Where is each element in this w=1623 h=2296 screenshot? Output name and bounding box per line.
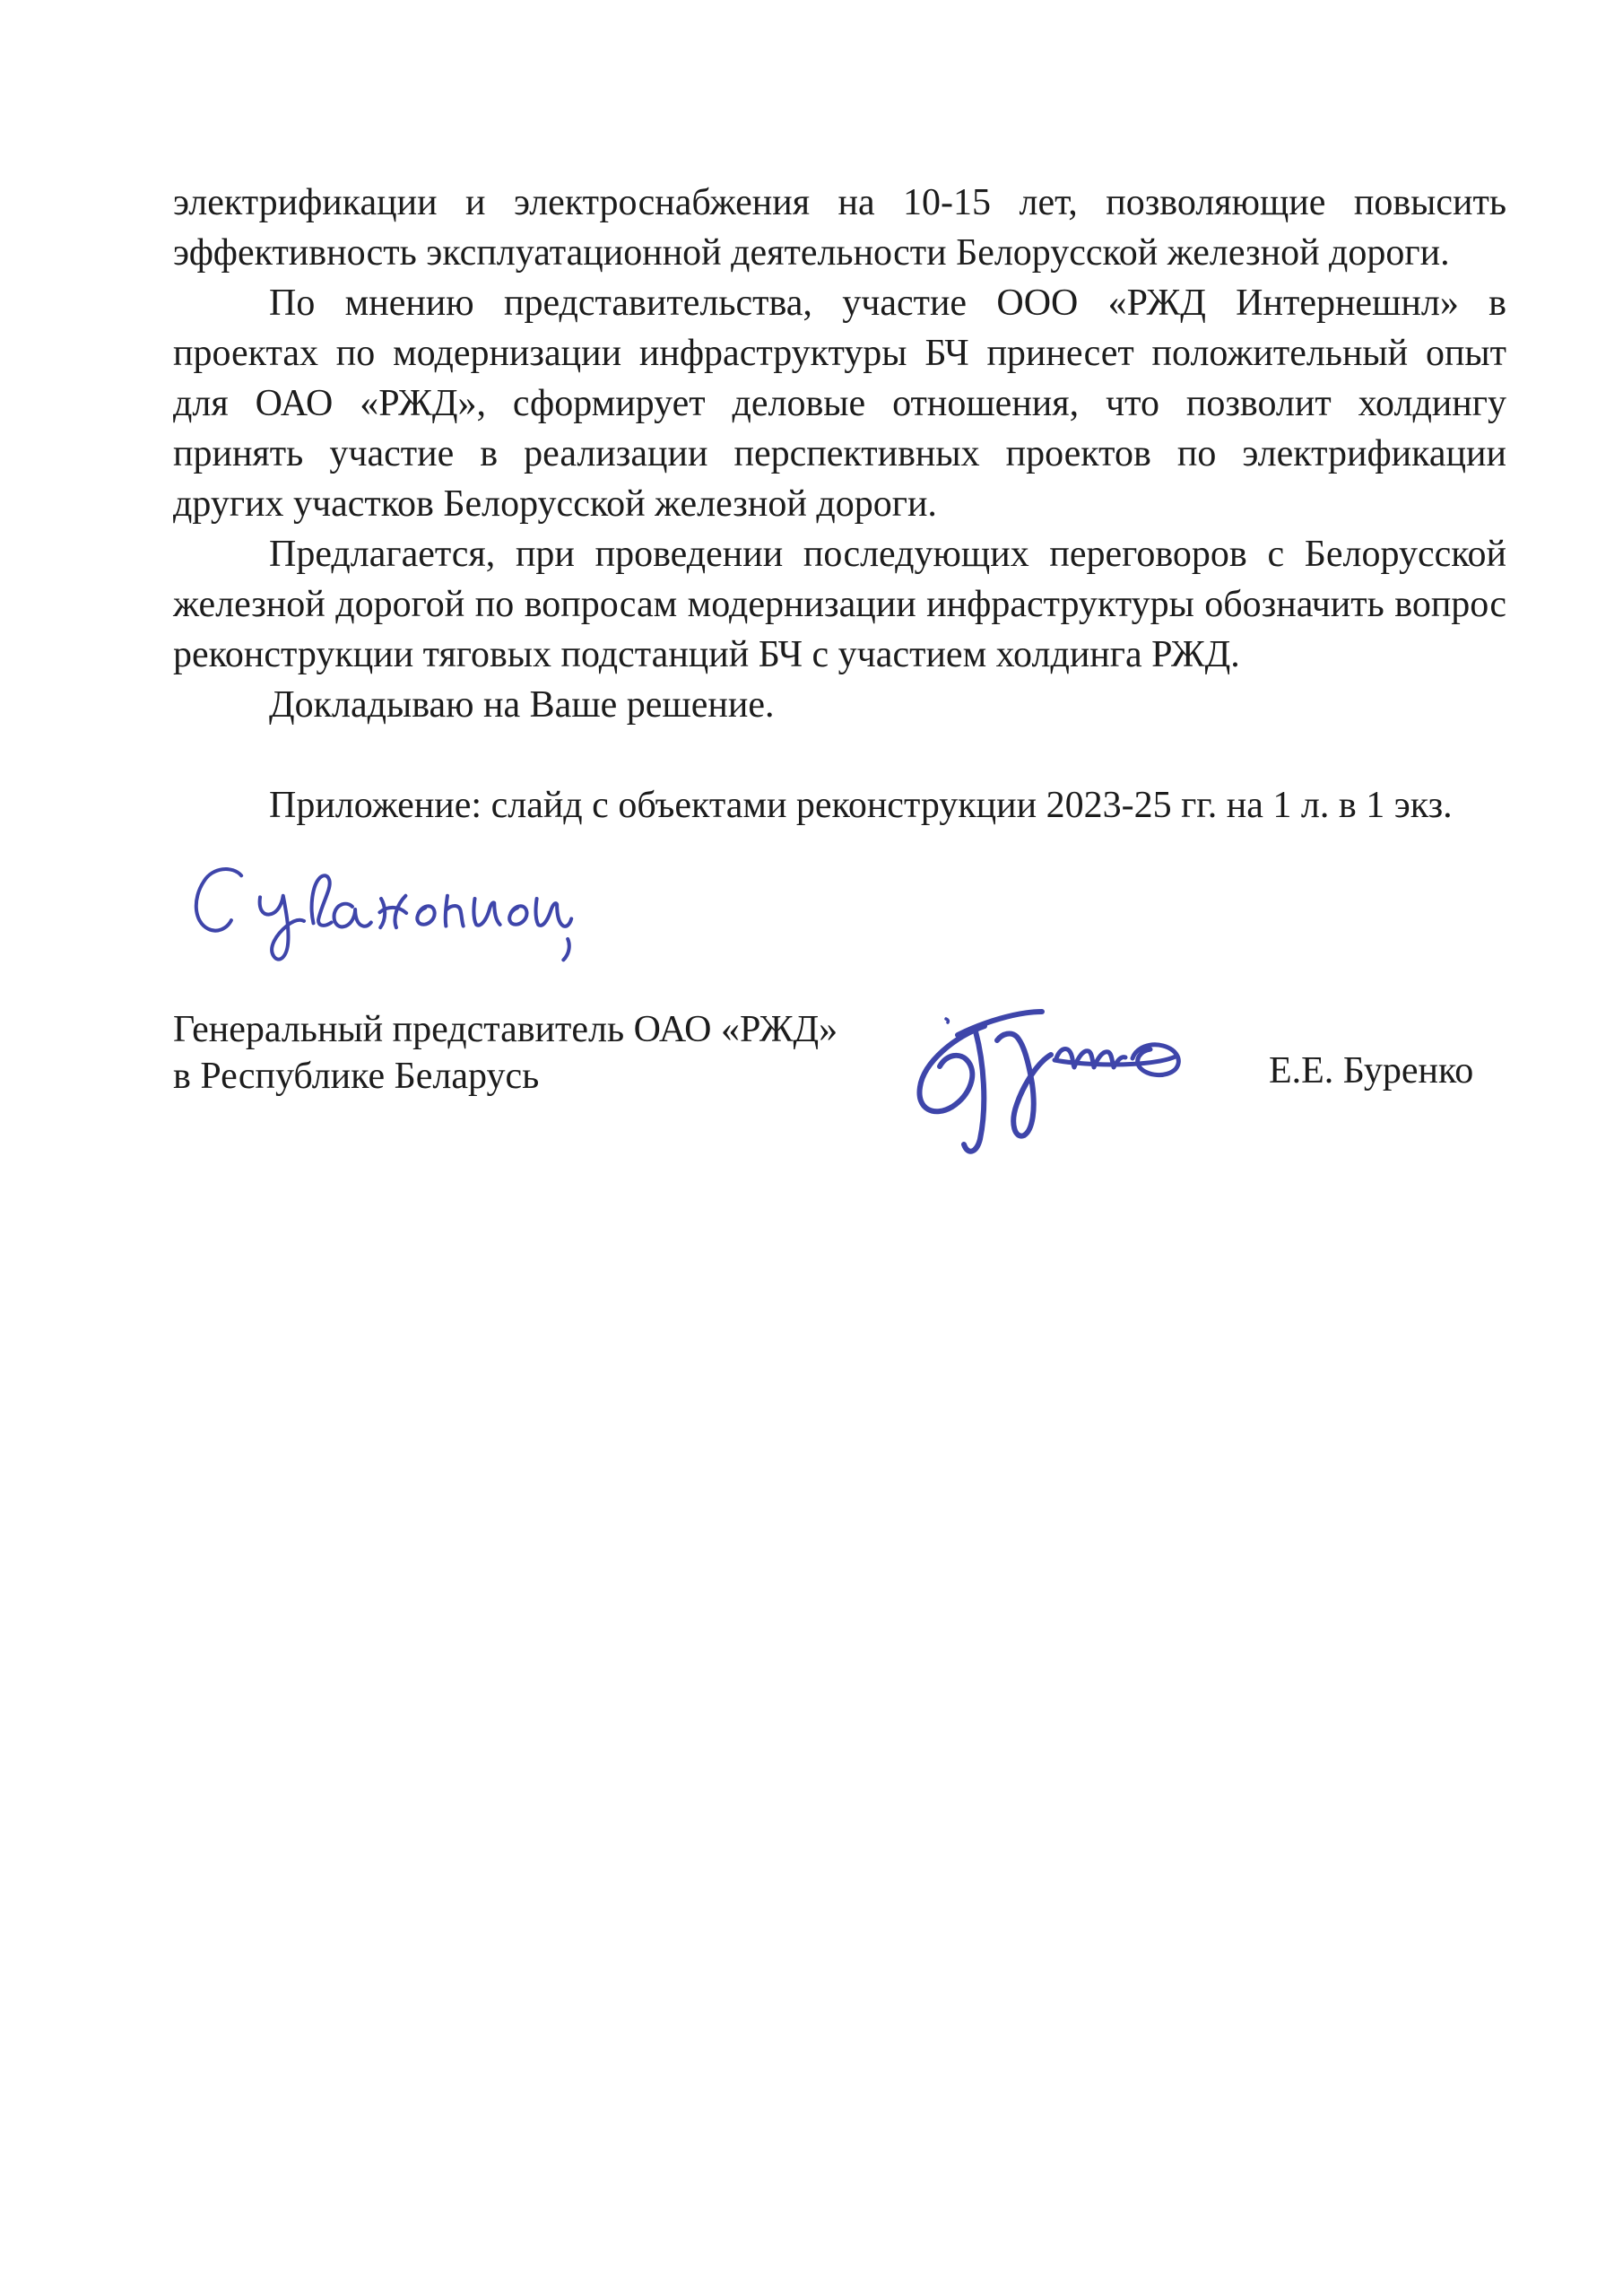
letter-body (173, 178, 1506, 831)
signature-stroke (997, 1034, 1051, 1136)
signer-title-line-1: Генеральный представитель ОАО «РЖД» (173, 1009, 838, 1050)
signer-name: Е.Е. Буренко (1269, 1050, 1474, 1091)
body-line-4: проектах по модернизации инфраструктуры БЧ принесет положительный опыт (173, 333, 1506, 374)
handwriting-comma (563, 939, 568, 960)
body-line-11: Докладываю на Ваше решение. (269, 684, 775, 726)
blank-line (173, 730, 1506, 780)
body-line-6: принять участие в реализации перспективных проектов по электрификации (173, 433, 1506, 474)
attachment-line: Приложение: слайд с объектами реконструкции 2023-25 гг. на 1 л. в 1 экз. (269, 785, 1453, 826)
handwriting-stroke (473, 899, 499, 926)
signer-title (173, 1006, 838, 1100)
handwritten-closing (172, 854, 576, 991)
body-line-3: По мнению представительства, участие ООО «РЖД Интернешнл» в (269, 283, 1506, 324)
handwriting-stroke (196, 869, 241, 931)
handwriting-stroke (334, 904, 371, 927)
handwriting-stroke (260, 896, 304, 960)
handwriting-stroke (446, 896, 464, 926)
handwriting-stroke (417, 906, 434, 924)
signer-title-line-2: в Республике Беларусь (173, 1056, 540, 1097)
signature-ink (897, 979, 1206, 1163)
signature-dot (946, 1019, 948, 1022)
handwriting-stroke (312, 875, 332, 926)
handwriting-stroke (509, 906, 526, 924)
body-line-2: эффективность эксплуатационной деятельности Белорусской железной дороги. (173, 232, 1450, 274)
body-line-1: электрификации и электроснабжения на 10-15 лет, позволяющие повысить (173, 182, 1506, 223)
body-line-10: реконструкции тяговых подстанций БЧ с участием холдинга РЖД. (173, 634, 1240, 675)
body-line-5: для ОАО «РЖД», сформирует деловые отношения, что позволит холдингу (173, 383, 1506, 424)
handwriting-stroke (379, 896, 406, 927)
body-line-9: железной дорогой по вопросам модернизации инфраструктуры обозначить вопрос (173, 584, 1506, 625)
handwriting-stroke (536, 899, 572, 926)
body-line-8: Предлагается, при проведении последующих переговоров с Белорусской (269, 534, 1506, 575)
body-line-7: других участков Белорусской железной дороги. (173, 483, 937, 525)
